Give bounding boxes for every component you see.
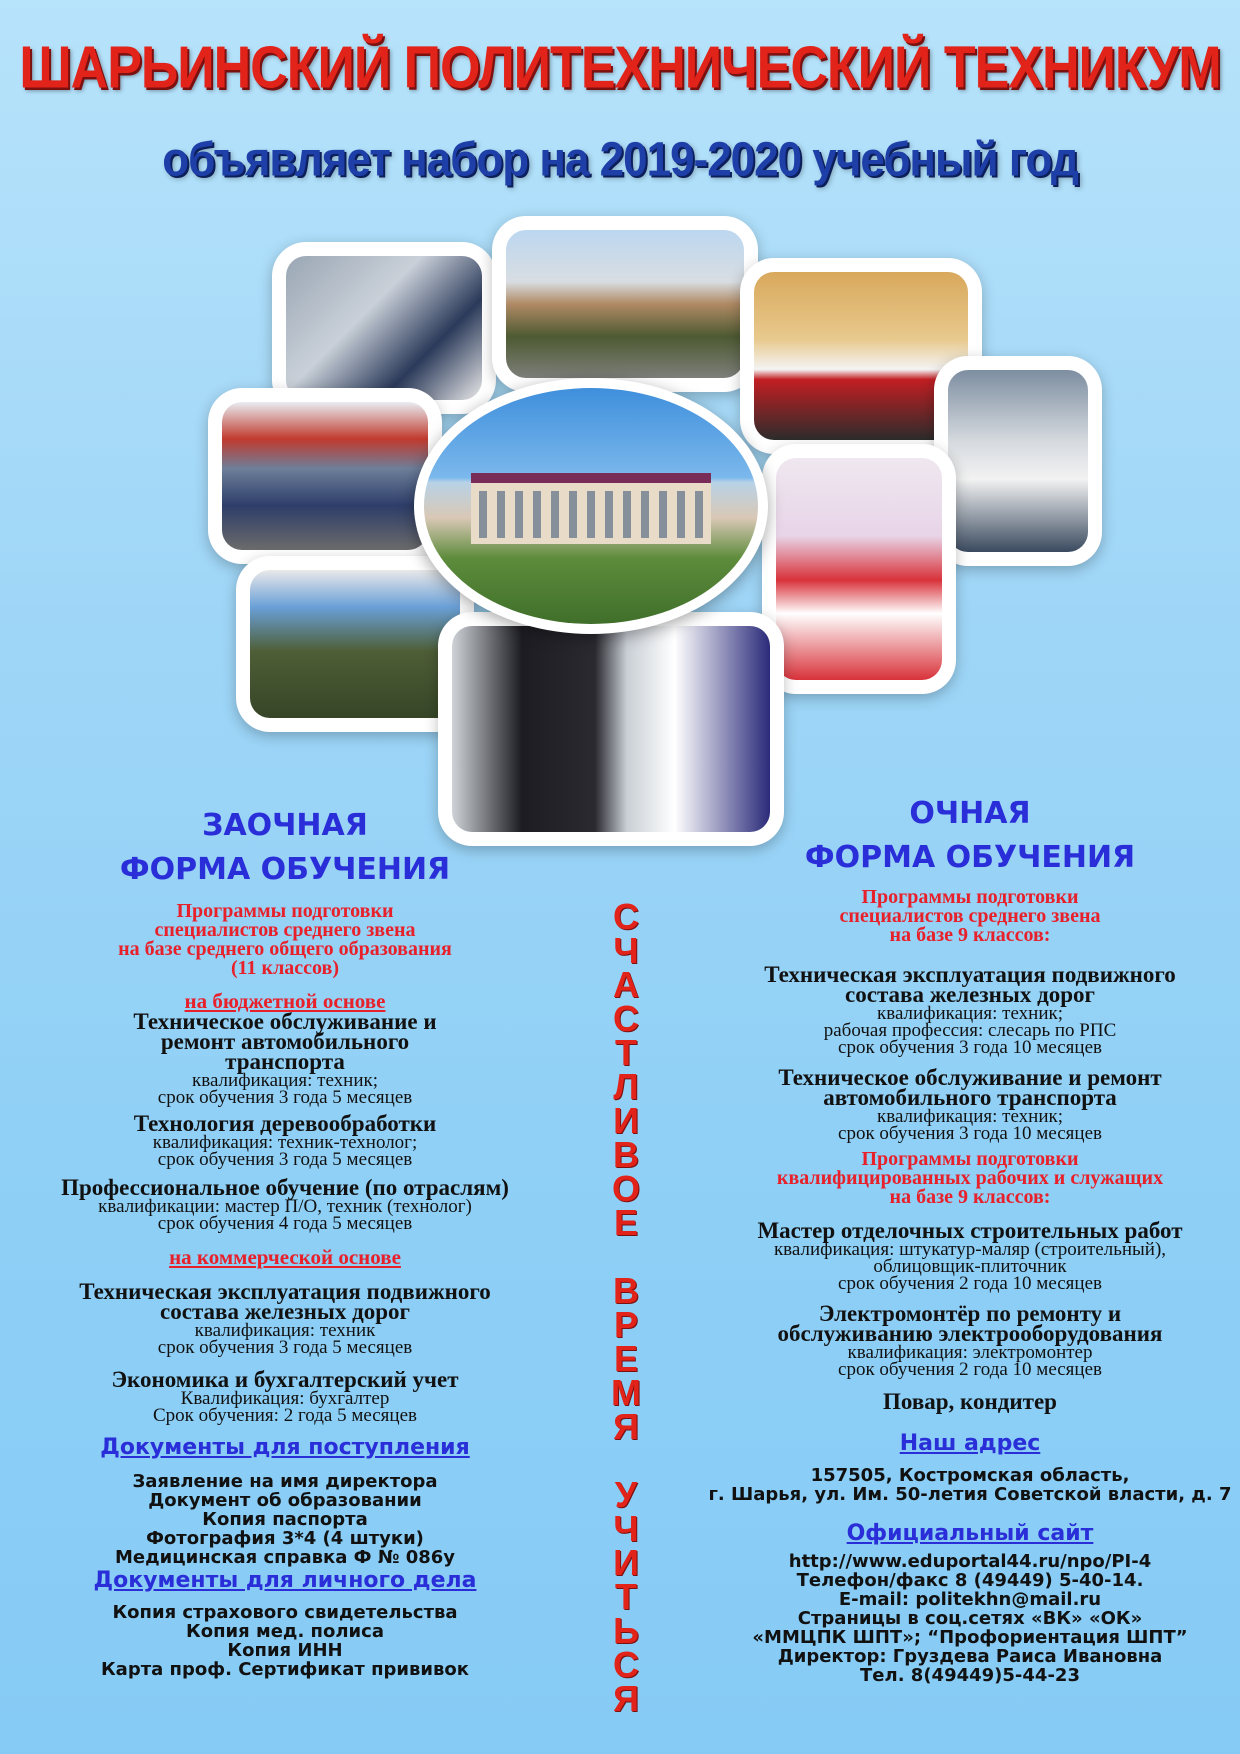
right-intro-line: Программы подготовки [861,886,1079,908]
program-item [30,1175,540,1234]
phone-fax: Телефон/факс 8 (49449) 5-40-14. [796,1570,1144,1591]
contacts-block [700,1552,1240,1685]
website-link[interactable]: http://www.eduportal44.ru/npo/PI-4 [788,1551,1152,1572]
slogan-letter: Ч [613,1508,639,1549]
social-groups: «ММЦПК ШПТ»; “Профориентация ШПТ” [752,1627,1188,1648]
program-note: квалификация: электромонтер [847,1342,1093,1363]
program-item [700,1301,1240,1380]
slogan-letter: У [614,1474,638,1515]
slogan-letter: Т [615,1032,637,1073]
extra-program: Повар, кондитер [883,1389,1057,1414]
list-item: Фотография 3*4 (4 штуки) [146,1528,424,1549]
program-title: состава железных дорог [160,1299,410,1324]
left-heading-1: ЗАОЧНАЯ [202,808,368,843]
left-intro-line: специалистов среднего звена [154,919,416,941]
program-note: срок обучения 2 года 10 месяцев [838,1359,1102,1380]
program-item [30,1367,540,1426]
program-title: Профессиональное обучение (по отраслям) [61,1175,509,1200]
workers-intro-line: квалифицированных рабочих и служащих [776,1167,1164,1189]
director-phone: Тел. 8(49449)5-44-23 [860,1665,1080,1686]
program-title: автомобильного транспорта [823,1085,1117,1110]
email-address[interactable]: E-mail: politekhn@mail.ru [838,1589,1102,1610]
right-heading-1: ОЧНАЯ [909,796,1031,831]
program-item [30,1009,540,1108]
left-heading-2: ФОРМА ОБУЧЕНИЯ [119,852,451,887]
program-note: квалификация: техник; [877,1106,1063,1127]
list-item: Медицинская справка Ф № 086у [114,1547,456,1568]
list-item: Копия страхового свидетельства [112,1602,458,1623]
photo-college-building [414,378,768,634]
slogan-letter: Е [613,1202,638,1243]
slogan-letter: В [613,1270,639,1311]
list-item: Документ об образовании [148,1490,422,1511]
vertical-slogan [606,896,646,1719]
slogan-letter: С [613,1644,639,1685]
page-title: ШАРЬИНСКИЙ ПОЛИТЕХНИЧЕСКИЙ ТЕХНИКУМ [19,34,1221,102]
left-intro-line: (11 классов) [230,957,340,979]
program-title: состава железных дорог [845,982,1095,1007]
program-item [700,962,1240,1058]
program-note: срок обучения 3 года 5 месяцев [157,1087,413,1108]
slogan-letter: Ч [613,930,639,971]
slogan-letter: И [613,1542,639,1583]
program-note: срок обучения 3 года 5 месяцев [157,1149,413,1170]
photo-electrician [934,356,1102,566]
slogan-letter: Я [613,1678,639,1719]
left-intro-line: на базе среднего общего образования [118,938,452,960]
program-note: рабочая профессия: слесарь по РПС [823,1020,1117,1041]
list-item: Карта проф. Сертификат прививок [100,1659,470,1680]
slogan-letter: С [613,896,639,937]
program-title: Электромонтёр по ремонту и [818,1301,1122,1326]
budget-label: на бюджетной основе [184,989,386,1013]
program-title: Техническое обслуживание и [133,1009,437,1034]
workers-intro-line: Программы подготовки [861,1148,1079,1170]
slogan-letter: А [613,964,639,1005]
photo-garage [208,388,442,564]
personal-docs-heading: Документы для личного дела [93,1568,477,1593]
address-line: 157505, Костромская область, [810,1465,1130,1486]
list-item: Заявление на имя директора [132,1471,438,1492]
program-title: Техническая эксплуатация подвижного [79,1279,491,1304]
slogan-letter: Я [613,1406,639,1447]
program-title: Техническая эксплуатация подвижного [764,962,1176,987]
slogan-letter: М [611,1372,641,1413]
program-title: Технология деревообработки [133,1111,437,1136]
program-note: срок обучения 3 года 10 месяцев [838,1037,1102,1058]
site-heading: Официальный сайт [846,1521,1094,1546]
director: Директор: Груздева Раиса Ивановна [777,1646,1163,1667]
right-heading-2: ФОРМА ОБУЧЕНИЯ [804,840,1136,875]
program-note: срок обучения 3 года 10 месяцев [838,1123,1102,1144]
social-pages: Страницы в соц.сетях «ВК» «ОК» [797,1608,1143,1629]
slogan-letter: В [613,1134,639,1175]
program-item [700,1218,1240,1294]
slogan-letter: О [611,1168,640,1209]
program-note: Квалификация: бухгалтер [180,1388,390,1409]
program-title: транспорта [225,1049,345,1074]
program-note: квалификация: техник; [192,1070,378,1091]
program-note: квалификация: техник [194,1320,376,1341]
commercial-label: на коммерческой основе [169,1245,401,1269]
slogan-letter: И [613,1100,639,1141]
slogan-letter: С [613,998,639,1039]
program-note: срок обучения 2 года 10 месяцев [838,1273,1102,1294]
program-title: Мастер отделочных строительных работ [757,1218,1183,1243]
docs-list [30,1472,540,1567]
program-title: Техническое обслуживание и ремонт [778,1065,1162,1090]
photo-parade [492,216,758,392]
right-intro-line: специалистов среднего звена [839,905,1101,927]
program-title: обслуживанию электрооборудования [777,1321,1163,1346]
page-subtitle: объявляет набор на 2019-2020 учебный год [162,132,1078,187]
program-title: Экономика и бухгалтерский учет [111,1367,459,1392]
personal-docs-list [30,1603,540,1679]
program-note: квалификация: техник-технолог; [152,1132,418,1153]
left-column [30,804,540,1679]
program-note: квалификации: мастер П/О, техник (технолог) [98,1196,472,1217]
photo-diplomas [762,444,956,694]
slogan-letter [606,1444,646,1478]
address-line: г. Шарья, ул. Им. 50-летия Советской власти, д. 7 [708,1484,1232,1505]
list-item: Копия паспорта [202,1509,368,1530]
program-item [700,1065,1240,1144]
list-item: Копия мед. полиса [186,1621,384,1642]
program-note: срок обучения 3 года 5 месяцев [157,1337,413,1358]
list-item: Копия ИНН [227,1640,343,1661]
program-note: квалификация: штукатур-маляр (строительный), [773,1239,1167,1260]
program-note: Срок обучения: 2 года 5 месяцев [153,1405,417,1426]
program-item [30,1279,540,1358]
right-column [700,792,1240,1685]
docs-heading: Документы для поступления [100,1435,470,1460]
workers-intro-line: на базе 9 классов: [889,1186,1051,1208]
slogan-letter: Л [613,1066,639,1107]
address-block [700,1466,1240,1504]
slogan-letter: Р [613,1304,638,1345]
program-note: облицовщик-плиточник [873,1256,1067,1277]
slogan-letter: Е [613,1338,638,1379]
slogan-letter [606,1240,646,1274]
program-item [30,1111,540,1170]
program-title: ремонт автомобильного [160,1029,410,1054]
slogan-letter: Т [615,1576,637,1617]
program-note: срок обучения 4 года 5 месяцев [157,1213,413,1234]
slogan-letter: Ь [613,1610,639,1651]
right-intro-line: на базе 9 классов: [889,924,1051,946]
address-heading: Наш адрес [899,1431,1041,1456]
program-note: квалификация: техник; [877,1003,1063,1024]
left-intro-line: Программы подготовки [176,900,394,922]
